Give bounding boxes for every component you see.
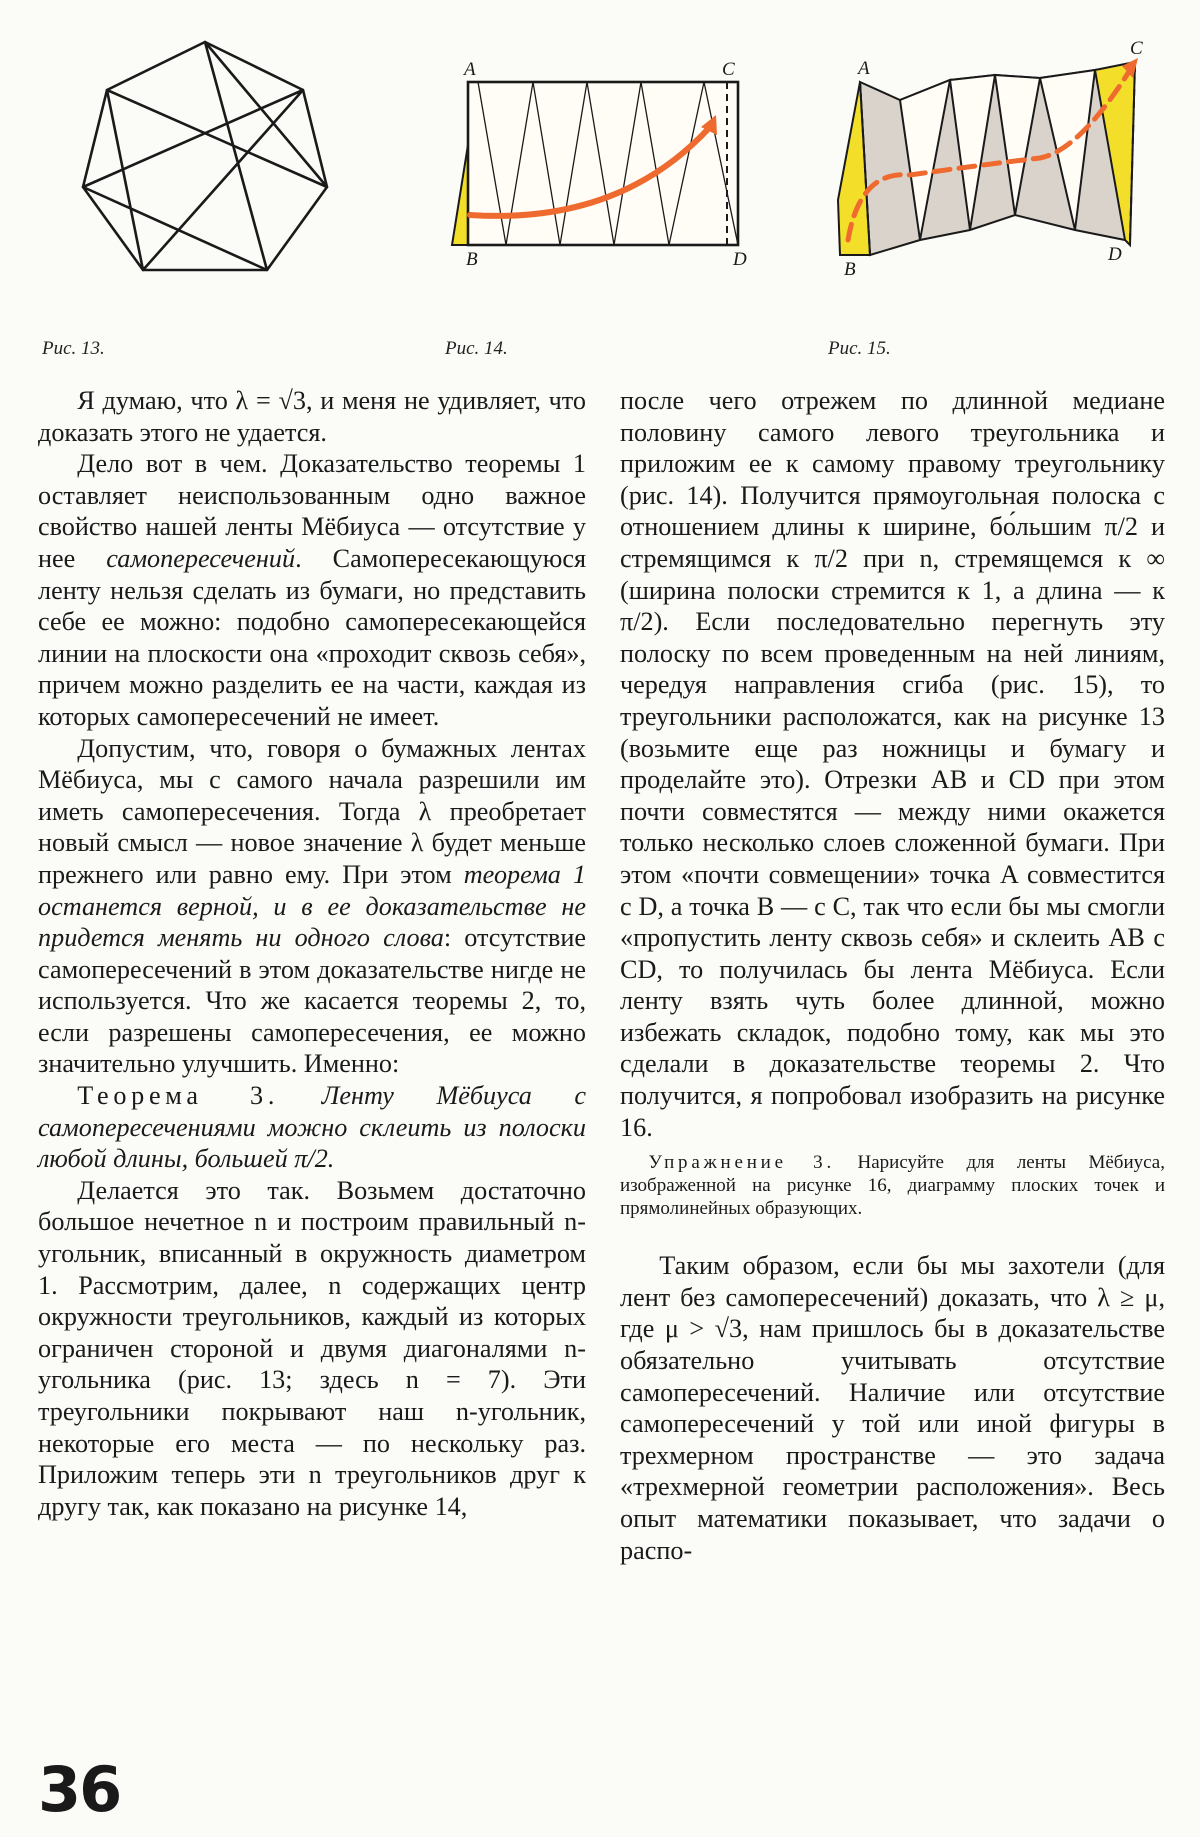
italic-term: самопересечений [106,543,296,573]
paragraph: после чего отрежем по длинной медиане половину самого левого треугольника и приложим ее к самому правому треугольнику (рис. 14). Получится прямоугольная полоска с отношением длины к ширине, бо́льшим π/2 и стремящимся к π/2 при n, стремящемся к ∞ (ширина полоски стремится к 1, а длина — к π/2). Если последовательно перегнуть эту полоску по всем проведенным на ней линиям, чередуя направления сгиба (рис. 15), то треугольники расположатся, как на рисунке 13 (возьмите еще раз ножницы и бумагу и проделайте это). Отрезки AB и CD при этом почти совместятся — между ними окажется только несколько слоев сложенной бумаги. При этом «почти совмещении» точка A совместится с D, а точка B — с C, так что если бы мы смогли «пропустить ленту сквозь себя» и склеить AB с CD, то получилась бы лента Мёбиуса. Если ленту взять чуть более длинной, можно избежать складок, подобно тому, как мы это сделали в доказательстве теоремы 2. Что получится, я попробовал изобразить на рисунке 16. [620,386,1165,1142]
figure-14-caption: Рис. 14. [445,338,508,359]
figure-13-caption: Рис. 13. [42,338,105,359]
text-run: : отсутствие самопересечений в этом доказательстве нигде не используется. Что же касается теоремы 2, то, если разрешены самопересечения, ее можно значительно улучшить. Именно: [38,923,586,1079]
fig14-label-a: A [464,59,476,80]
italic-statement: теорема 1 останется верной, и в ее доказательстве не придется менять ни одного слова [38,859,587,953]
paragraph [38,733,586,1081]
paragraph: Делается это так. Возьмем достаточно большое нечетное n и построим правильный n-угольник, вписанный в окружность диаметром 1. Рассмотрим, далее, n содержащих центр окружности треугольников, каждый из которых ограничен стороной и двумя диагоналями n-угольника (рис. 13; здесь n = 7). Эти треугольники покрывают наш n-угольник, некоторые его места — по нескольку раз. Приложим теперь эти n треугольников друг к другу так, как показано на рисунке 14, [38,1175,586,1521]
exercise-3 [620,1151,1165,1220]
left-column [38,385,586,1522]
text-run: Допустим, что, говоря о бумажных лентах Мёбиуса, мы с самого начала разрешили им иметь самопересечения. Тогда λ преобретает новый смысл — новое значение λ будет меньше прежнего или равно ему. При этом [38,733,586,889]
paragraph: Я думаю, что λ = √3, и меня не удивляет, что доказать этого не удается. [38,386,586,447]
text-run: Дело вот в чем. Доказательство теоремы 1 оставляет неиспользованным одно важное свойство нашей ленты Мёбиуса — отсутствие у нее [38,449,586,573]
theorem-statement: Ленту Мёбиуса с самопересечениями можно склеить из полоски любой длины, большей π/2. [38,1081,586,1174]
fig15-label-d: D [1108,244,1122,265]
theorem-heading: Теорема 3. [77,1081,280,1111]
page-number: 36 [38,1753,121,1826]
fig15-label-c: C [1130,40,1143,59]
fig14-label-d: D [733,249,747,265]
strip-body [468,82,738,245]
figure-15-caption: Рис. 15. [828,338,891,359]
paragraph: Таким образом, если бы мы захотели (для лент без самопересечений) доказать, что λ ≥ μ, где μ > √3, нам пришлось бы в доказательстве обязательно учитывать отсутствие самопересечений. Наличие или отсутствие самопересечений у той или иной фигуры в трехмерном пространстве — это задача «трехмерной геометрии расположения». Весь опыт математики показывает, что задачи о распо- [620,1251,1165,1565]
theorem-3 [38,1080,586,1175]
figure-15-folded-strip [830,40,1160,280]
paragraph [38,448,586,732]
fig15-label-a: A [858,58,870,79]
fig15-label-b: B [844,259,856,280]
figure-14-strip [420,55,760,265]
figure-13-heptagon [40,30,370,295]
fig14-label-b: B [466,249,478,265]
fig14-label-c: C [722,59,735,80]
text-run: . Самопересекающуюся ленту нельзя сделать из бумаги, но представить себе ее можно: подобно самопересекающейся линии на плоскости она «проходит сквозь себя», причем можно разделить ее на части, каждая из которых самопересечений не имеет. [38,543,586,731]
exercise-text: Нарисуйте для ленты Мёбиуса, изображенной на рисунке 16, диаграмму плоских точек и прямолинейных образующих. [620,1152,1165,1220]
right-column [620,385,1165,1566]
exercise-heading: Упражнение 3. [648,1152,836,1174]
